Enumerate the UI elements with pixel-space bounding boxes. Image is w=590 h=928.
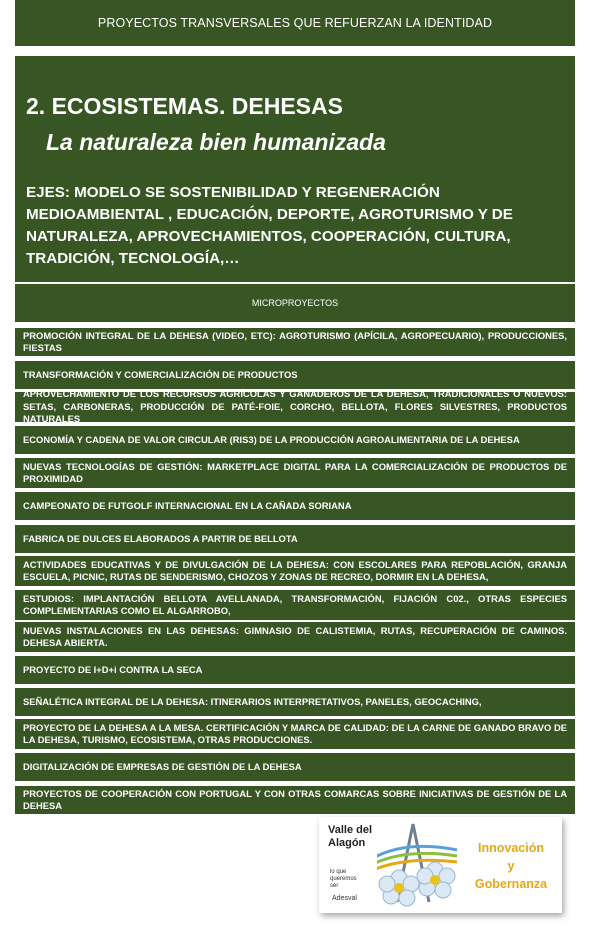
list-item: [15, 590, 575, 620]
list-item: [15, 361, 575, 389]
list-item-text: CAMPEONATO DE FUTGOLF INTERNACIONAL EN LA CAÑADA SORIANA: [23, 499, 352, 511]
list-item-text: ECONOMÍA Y CADENA DE VALOR CIRCULAR (RIS3) DE LA PRODUCCIÓN AGROALIMENTARIA DE LA DEHESA: [23, 433, 520, 445]
header-banner: [15, 0, 575, 46]
section-subtitle: La naturaleza bien humanizada: [46, 129, 386, 155]
logo-title-line2: Alagón: [328, 837, 366, 849]
list-item: [15, 656, 575, 684]
logo-tagline-1: lo que: [330, 869, 347, 875]
list-item: [15, 622, 575, 652]
list-item-text: NUEVAS INSTALACIONES EN LAS DEHESAS: GIMNASIO DE CALISTEMIA, RUTAS, RECUPERACIÓN DE CAMINOS. DEHESA ABIERTA.: [23, 624, 567, 648]
logo-slogan-2: y: [507, 859, 515, 873]
list-item: [15, 688, 575, 716]
logo-slogan-1: Innovación: [478, 841, 544, 855]
microprojects-label-text: MICROPROYECTOS: [251, 298, 339, 308]
logo-org: Adesval: [332, 895, 357, 902]
list-item: [15, 492, 575, 520]
list-item: [15, 388, 575, 425]
list-item: [15, 753, 575, 781]
list-item-text: APROVECHAMIENTO DE LOS RECURSOS AGRÍCOLAS Y GANADEROS DE LA DEHESA, TRADICIONALES O NUEVOS: SETAS, CARBONERAS, PRODUCCIÓN DE PATÉ-FOIE, CORCHO, BELLOTA, FLORES SILVESTRES, PRODUCTOS NATURALES: [23, 388, 567, 425]
list-item-text: PROYECTO DE I+D+i CONTRA LA SECA: [23, 663, 203, 675]
list-item-text: SEÑALÉTICA INTEGRAL DE LA DEHESA: ITINERARIOS INTERPRETATIVOS, PANELES, GEOCACHING,: [23, 695, 482, 707]
logo-slogan: [465, 839, 557, 893]
list-item-text: PROMOCIÓN INTEGRAL DE LA DEHESA (VIDEO, ETC): AGROTURISMO (APÍCILA, AGROPECUARIO), PRODUCCIONES, FIESTAS: [23, 329, 567, 353]
list-item-text: TRANSFORMACIÓN Y COMERCIALIZACIÓN DE PRODUCTOS: [23, 368, 298, 380]
logo-slogan-3: Gobernanza: [474, 877, 548, 891]
logo-title: [328, 824, 372, 850]
section-heading: 2. ECOSISTEMAS. DEHESAS: [26, 93, 343, 119]
logo-tagline: [330, 869, 357, 890]
list-item: [15, 525, 575, 553]
logo-title-line1: Valle del: [328, 824, 373, 836]
list-item-text: DIGITALIZACIÓN DE EMPRESAS DE GESTIÓN DE LA DEHESA: [23, 760, 302, 772]
list-item: [15, 458, 575, 488]
list-item-text: ESTUDIOS: IMPLANTACIÓN BELLOTA AVELLANADA, TRANSFORMACIÓN, FIJACIÓN C02., OTRAS ESPECIES COMPLEMENTARIAS COMO EL ALGARROBO,: [23, 592, 567, 616]
section-panel: [15, 56, 575, 282]
list-item-text: PROYECTOS DE COOPERACIÓN CON PORTUGAL Y CON OTRAS COMARCAS SOBRE INICIATIVAS DE GESTIÓN DE LA DEHESA: [23, 787, 567, 811]
logo-tagline-3: ser: [330, 883, 339, 889]
list-item-text: ACTIVIDADES EDUCATIVAS Y DE DIVULGACIÓN DE LA DEHESA: CON ESCOLARES PARA REPOBLACIÓN, GRANJA ESCUELA, PICNIC, RUTAS DE SENDERISMO, CHOZOS Y ZONAS DE RECREO, DORMIR EN LA DEHESA,: [23, 558, 567, 582]
microprojects-label: [15, 284, 575, 322]
list-item-text: PROYECTO DE LA DEHESA A LA MESA. CERTIFICACIÓN Y MARCA DE CALIDAD: DE LA CARNE DE GANADO BRAVO DE LA DEHESA, TURISMO, ECOSISTEMA, OTRAS PRODUCCIONES.: [23, 721, 567, 745]
list-item-text: FABRICA DE DULCES ELABORADOS A PARTIR DE BELLOTA: [23, 532, 298, 544]
header-title: PROYECTOS TRANSVERSALES QUE REFUERZAN LA IDENTIDAD: [97, 16, 493, 30]
list-item-text: NUEVAS TECNOLOGÍAS DE GESTIÓN: MARKETPLACE DIGITAL PARA LA COMERCIALIZACIÓN DE PRODUCTOS DE PROXIMIDAD: [23, 460, 567, 484]
list-item: [15, 556, 575, 586]
logo-tagline-2: queremos: [330, 876, 357, 882]
list-item: [15, 328, 575, 356]
list-item: [15, 786, 575, 814]
list-item: [15, 719, 575, 749]
section-axes: EJES: MODELO SE SOSTENIBILIDAD Y REGENERACIÓN MEDIOAMBIENTAL , EDUCACIÓN, DEPORTE, AGROTURISMO Y DE NATURALEZA, APROVECHAMIENTOS, COOPERACIÓN, CULTURA, TRADICIÓN, TECNOLOGÍA,…: [26, 184, 513, 267]
logo-card: [319, 817, 562, 913]
list-item: [15, 426, 575, 454]
flower-logo-icon: [377, 820, 467, 912]
